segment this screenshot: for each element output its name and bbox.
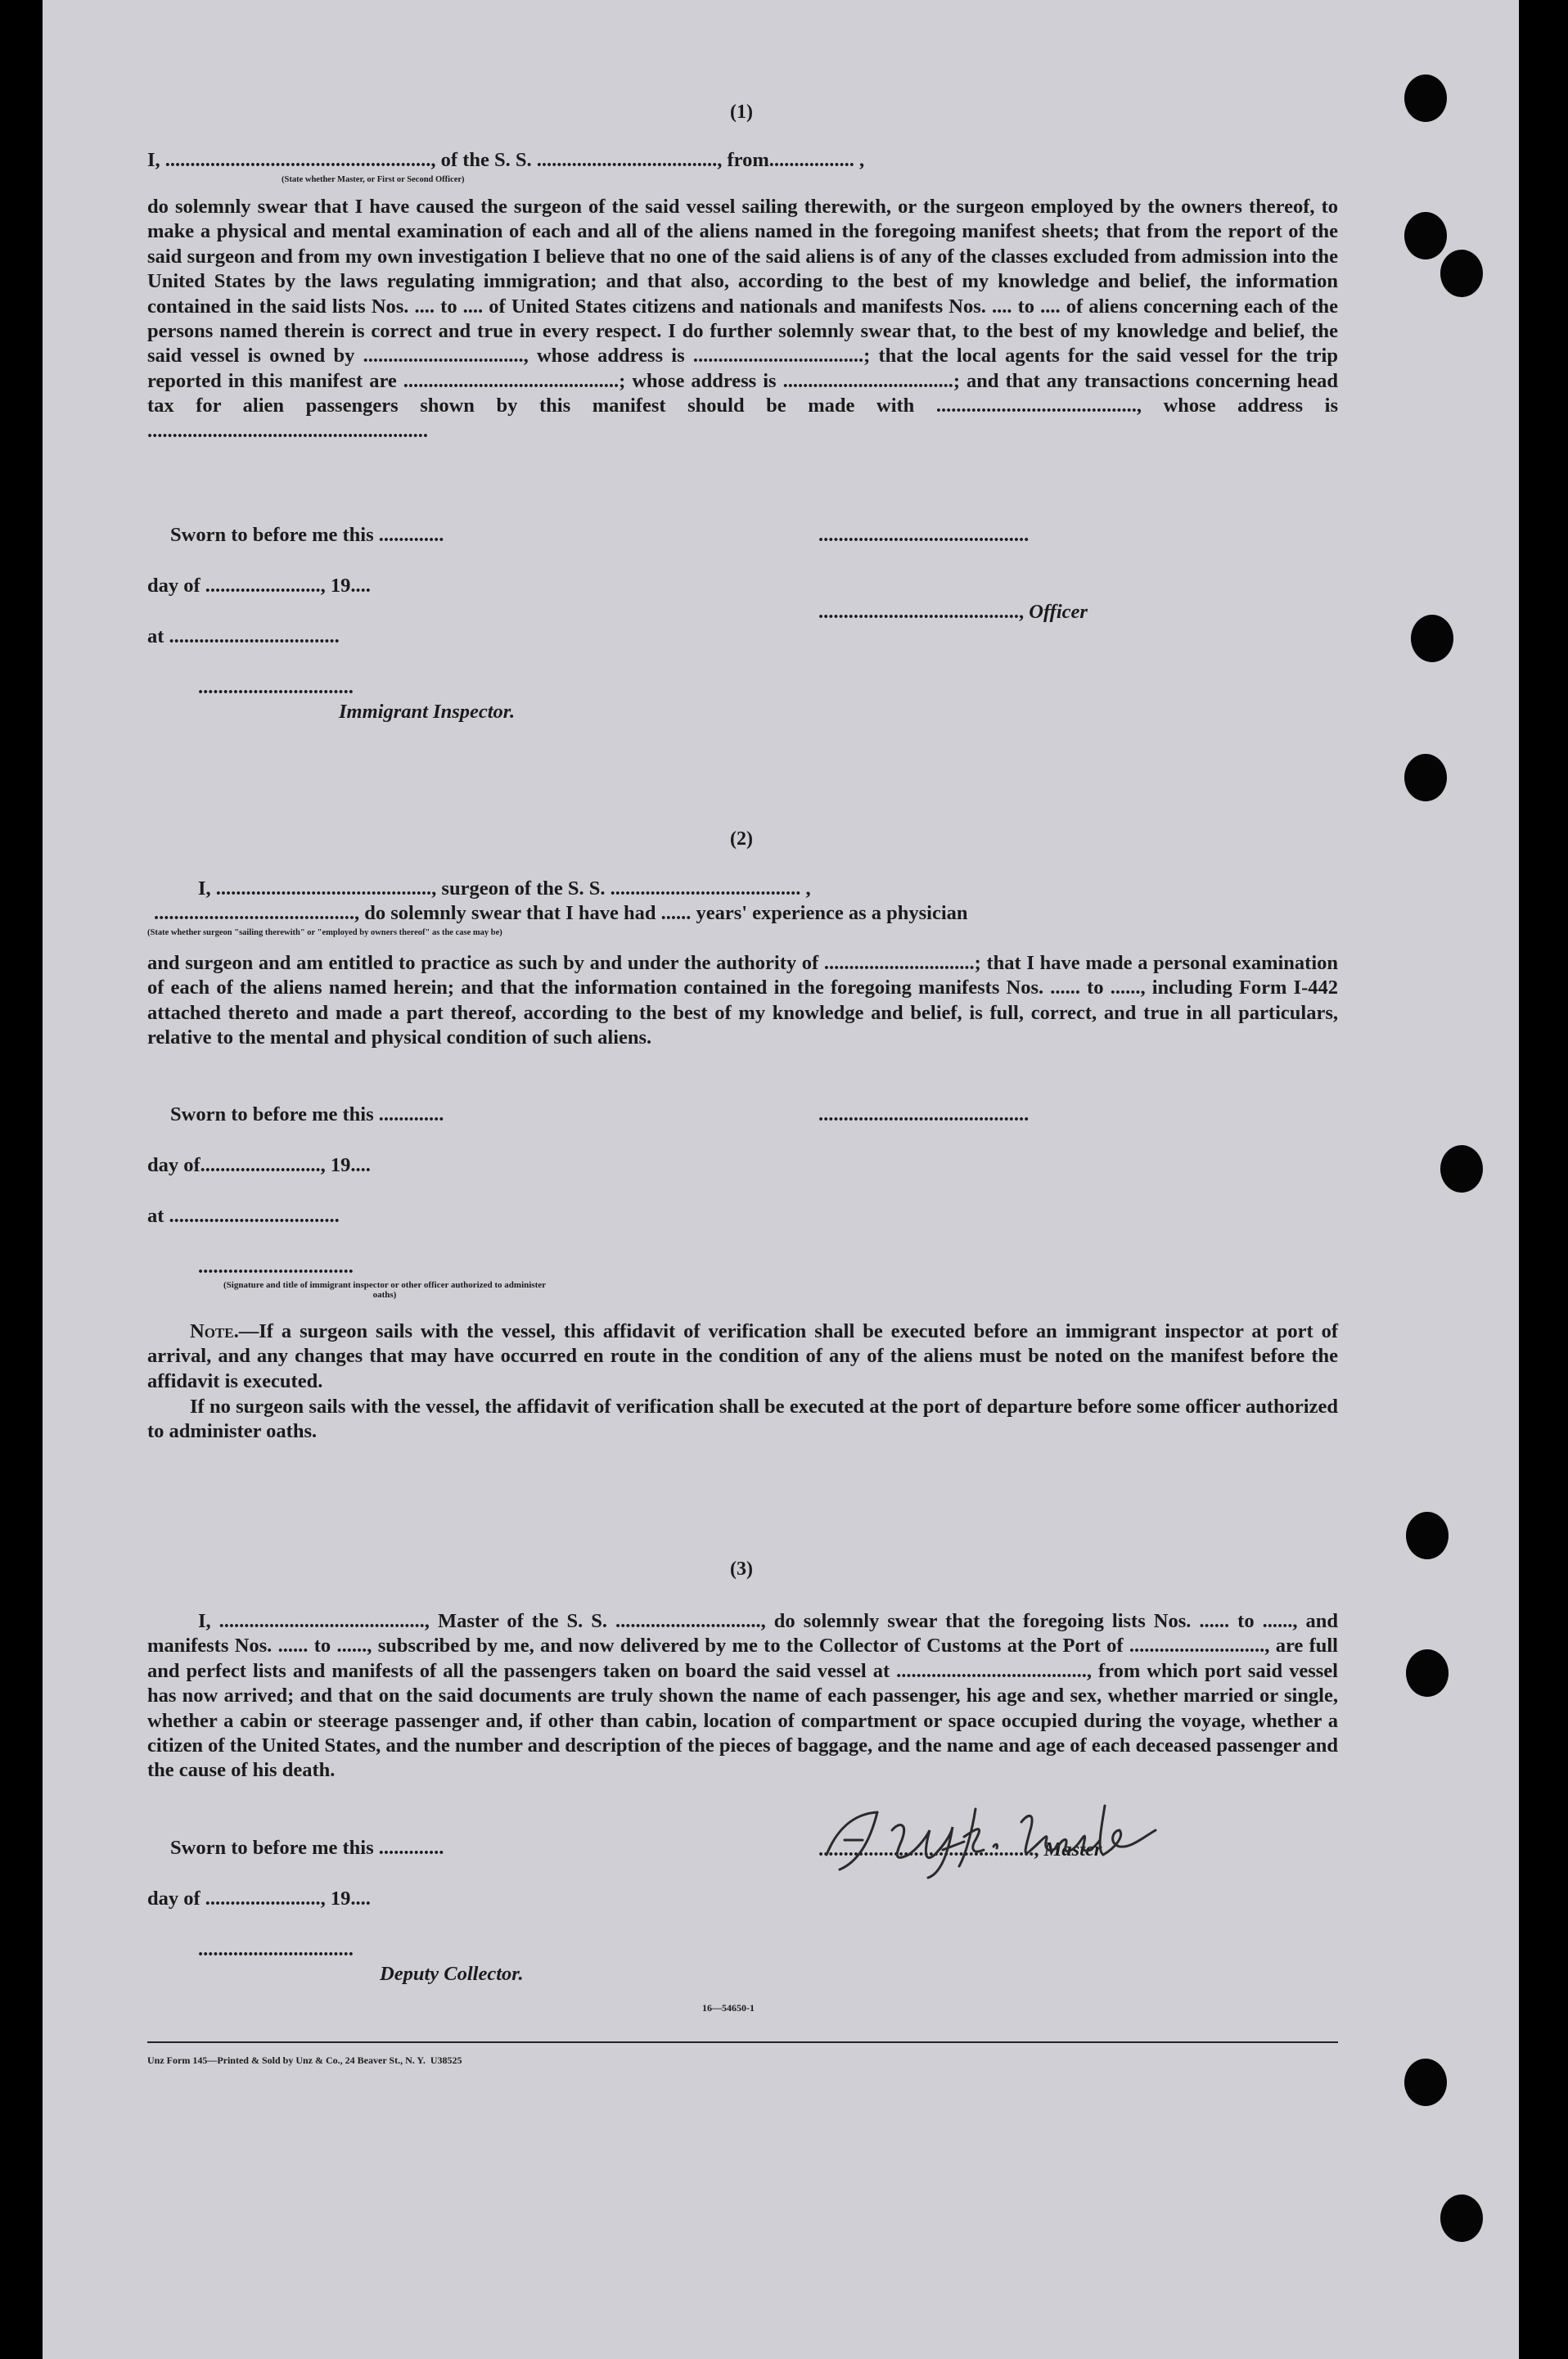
immigrant-inspector-label: Immigrant Inspector. bbox=[339, 701, 516, 723]
section-2-inspector-caption: (Signature and title of immigrant inspector or other officer authorized to administer oaths) bbox=[223, 1280, 547, 1300]
section-3-master-line: ..........................................., Master bbox=[818, 1838, 1102, 1861]
punch-hole bbox=[1404, 2059, 1447, 2106]
punch-hole bbox=[1406, 1512, 1449, 1559]
punch-hole bbox=[1404, 74, 1447, 122]
section-1-sworn: Sworn to before me this ............. bbox=[170, 524, 444, 546]
punch-hole bbox=[1404, 754, 1447, 801]
section-3-collector-line: ............................... bbox=[198, 1938, 354, 1960]
punch-hole bbox=[1440, 2194, 1483, 2242]
section-1-at: at .................................. bbox=[147, 625, 340, 647]
section-2-note-2: If no surgeon sails with the vessel, the affidavit of verification shall be executed at the port of departure before some officer authorized to administer oaths. bbox=[147, 1396, 1338, 1443]
punch-hole bbox=[1404, 212, 1447, 259]
section-2-note: Note.—If a surgeon sails with the vessel, this affidavit of verification shall be executed before an immigrant inspector at port of arrival, and any changes that may have occurred en route in the condition of any of the aliens must be noted on the manifest before the affidavit is executed. bbox=[147, 1320, 1338, 1392]
form-number: 16—54650-1 bbox=[702, 2002, 755, 2014]
section-2-inspector-line: ............................... bbox=[198, 1256, 354, 1278]
section-2-body: and surgeon and am entitled to practice as such by and under the authority of ..............................; that I have made a personal examination of each of the aliens named herein; and that the information contained in the foregoing manifests Nos. ...... to ......, including Form I-442 attached thereto and made a part thereof, according to the best of my knowledge and belief, is full, correct, and true in all particulars, relative to the mental and physical condition of such aliens. bbox=[147, 952, 1338, 1049]
section-2-at: at .................................. bbox=[147, 1205, 340, 1227]
form-page bbox=[43, 0, 1519, 2359]
section-1-number: (1) bbox=[730, 101, 753, 123]
section-2-sworn: Sworn to before me this ............. bbox=[170, 1103, 444, 1125]
section-2-sign-line: .......................................... bbox=[818, 1103, 1030, 1125]
section-2-number: (2) bbox=[730, 828, 753, 850]
section-1-day: day of ......................., 19.... bbox=[147, 575, 371, 597]
section-1-inspector-line: ............................... bbox=[198, 676, 354, 698]
printer-footer: Unz Form 145—Printed & Sold by Unz & Co., 24 Beaver St., N. Y. U38525 bbox=[147, 2055, 462, 2066]
section-2-day: day of........................, 19.... bbox=[147, 1154, 371, 1176]
section-1-body: do solemnly swear that I have caused the surgeon of the said vessel sailing therewith, or the surgeon employed by the owners thereof, to make a physical and mental examination of each and all of the aliens named in the foregoing manifest sheets; that from the report of the said surgeon and from my own investigation I believe that no one of the said aliens is of any of the classes excluded from admission into the United States by the laws regulating immigration; and that also, according to the best of my knowledge and belief, the information contained in the said lists Nos. .... to .... of United States citizens and nationals and manifests Nos. .... to .... of aliens concerning each of the persons named therein is correct and true in every respect. I do further solemnly swear that, to the best of my knowledge and belief, the said vessel is owned by ................................, whose address is ..................................; that the local agents for the said vessel for the trip reported in this manifest are ...........................................; whose address is ..................................; and that any transactions concerning head tax for alien passengers shown by this manifest should be made with ........................................, whose address is ........................................................ bbox=[147, 196, 1338, 442]
deputy-collector-label: Deputy Collector. bbox=[380, 1963, 524, 1985]
section-3-sworn: Sworn to before me this ............. bbox=[170, 1837, 444, 1859]
officer-label: Officer bbox=[1029, 601, 1088, 623]
section-1-sign-line: .......................................... bbox=[818, 524, 1030, 546]
section-2-opening: I, ..........................................., surgeon of the S. S. ...................................... , bbox=[198, 877, 811, 900]
section-1-opening: I, ....................................................., of the S. S. ...................................., from................. , bbox=[147, 149, 865, 171]
section-2-line2: ........................................, do solemnly swear that I have had ...... years' experience as a physician bbox=[154, 902, 968, 924]
punch-hole bbox=[1440, 250, 1483, 297]
punch-hole bbox=[1406, 1649, 1449, 1697]
section-3-day: day of ......................., 19.... bbox=[147, 1888, 371, 1910]
section-3-body: I, ........................................., Master of the S. S. ............................., do solemnly swear that the foregoing lists Nos. ...... to ......, and manifests Nos. ...... to ......, subscribed by me, and now delivered by me to the Collector of Customs at the Port of ..........................., are full and perfect lists and manifests of all the passengers taken on board the said vessel at ......................................, from which port said vessel has now arrived; and that on the said documents are truly shown the name of each passenger, his age and sex, whether married or single, whether a cabin or steerage passenger and, if other than cabin, location of compartment or space occupied during the voyage, whether a citizen of the United States, and the number and description of the pieces of baggage, and the name and age of each deceased passenger and the cause of his death. bbox=[147, 1610, 1338, 1782]
master-label: Master bbox=[1043, 1838, 1102, 1861]
section-2-surgeon-note: (State whether surgeon "sailing therewith" or "employed by owners thereof" as the case may be) bbox=[147, 928, 502, 937]
master-signature bbox=[820, 1797, 1196, 1879]
note-label: Note. bbox=[190, 1320, 239, 1342]
section-1-master-note: (State whether Master, or First or Second Officer) bbox=[282, 175, 465, 184]
section-3-number: (3) bbox=[730, 1558, 753, 1580]
section-1-officer-line: ........................................, Officer bbox=[818, 601, 1088, 623]
footer-rule bbox=[147, 2041, 1338, 2043]
punch-hole bbox=[1411, 615, 1453, 662]
punch-hole bbox=[1440, 1145, 1483, 1193]
